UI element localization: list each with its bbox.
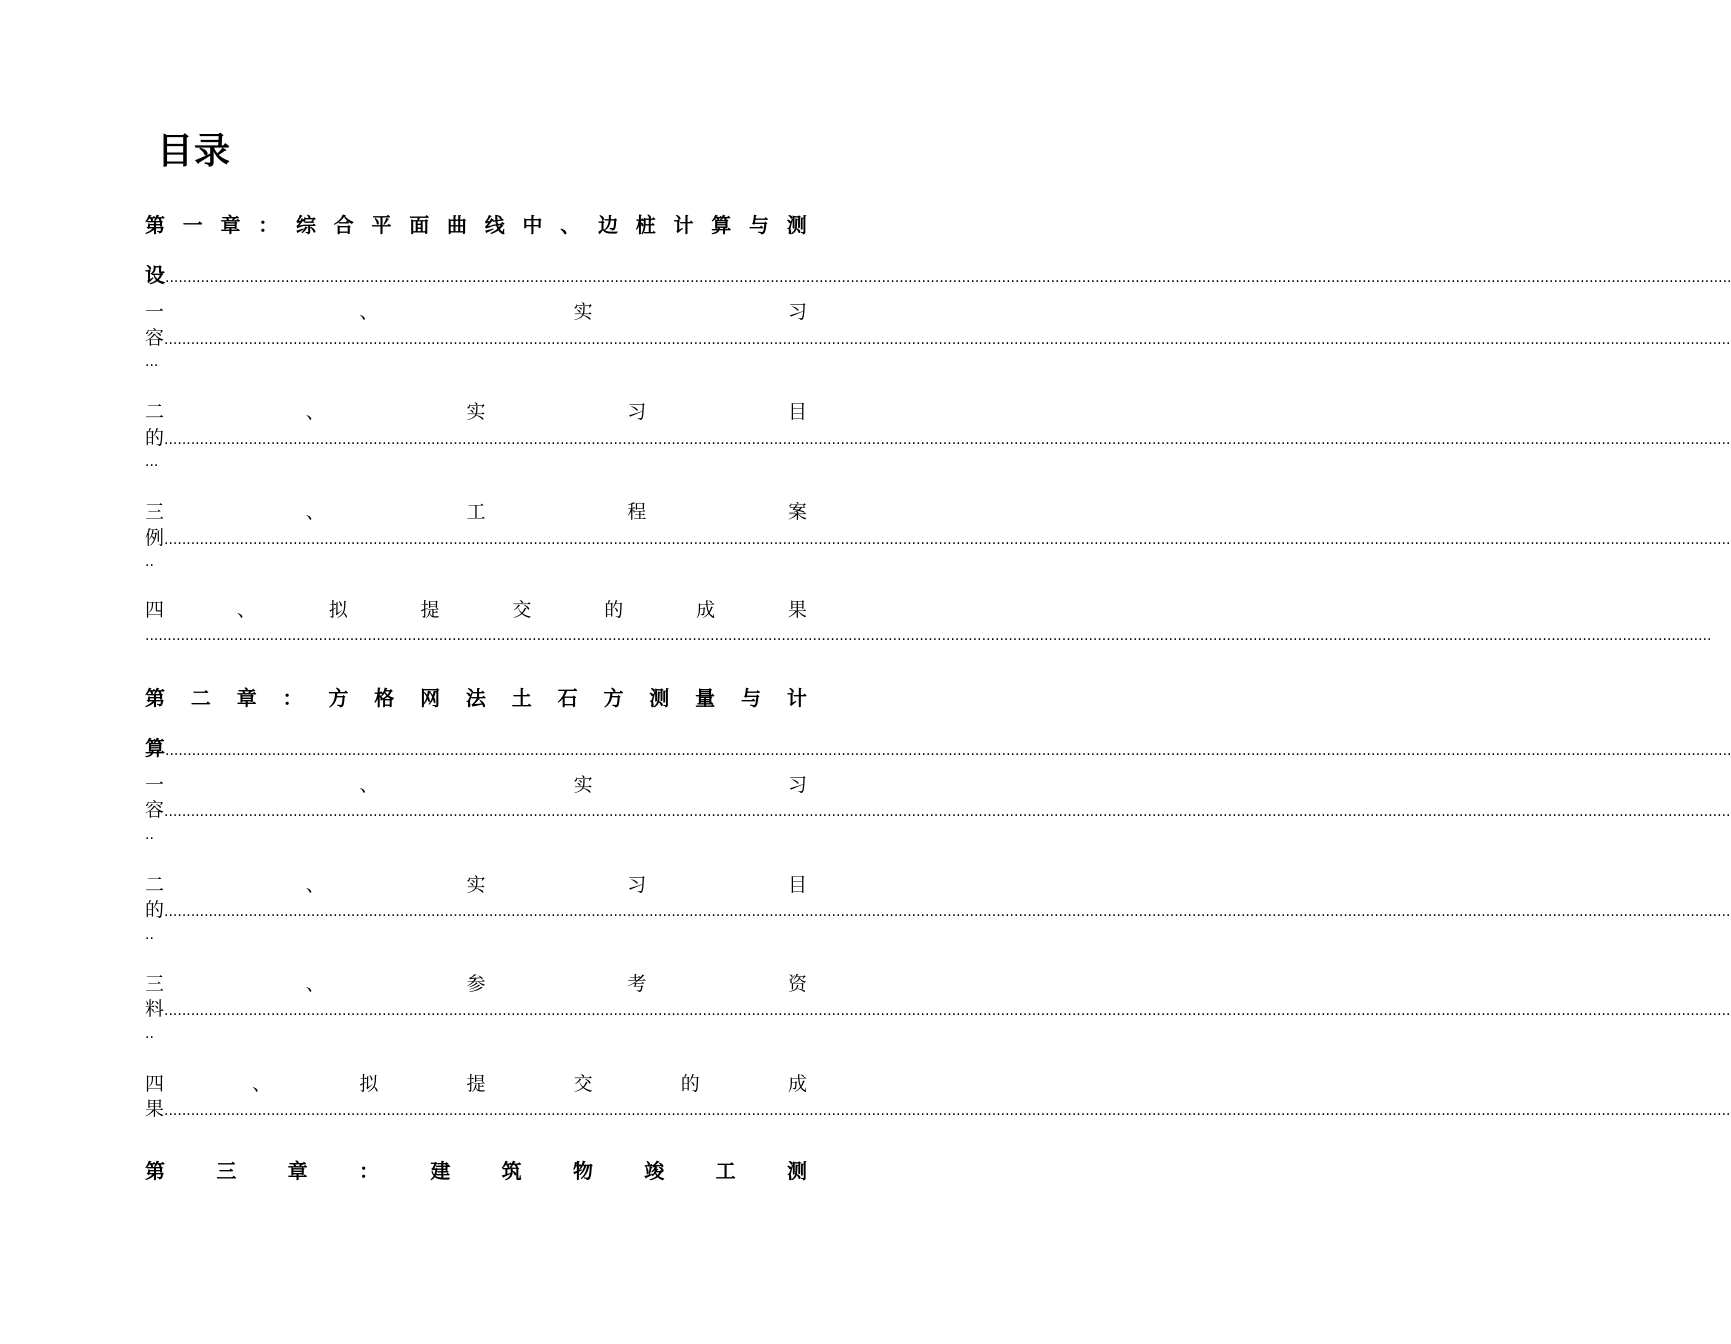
toc-char: 、 [305, 401, 325, 423]
toc-leader-dots: ................................................................................................................................................................................................................................................................................................................................................................ [145, 628, 1712, 644]
toc-char: 习 [787, 774, 807, 796]
toc-char: 案 [787, 501, 807, 523]
toc-char: 平 [371, 213, 392, 237]
toc-char: 目 [787, 401, 807, 423]
toc-char: 程 [627, 501, 647, 523]
toc-char: 方 [603, 686, 624, 710]
toc-leader-tail: .. [145, 554, 154, 570]
toc-chapter-2-line[interactable] [145, 736, 1731, 760]
toc-char: 目 [787, 874, 807, 896]
toc-char: 测 [649, 686, 670, 710]
toc-char: 交 [512, 599, 532, 621]
toc-char: 二 [190, 686, 211, 710]
toc-char: 三 [145, 973, 165, 995]
toc-ch2-item-1-leader[interactable] [145, 798, 1731, 822]
toc-entry-last-char: 容 [145, 799, 165, 821]
toc-char: ： [282, 686, 303, 710]
toc-ch1-item-4-leader[interactable] [145, 622, 1712, 646]
toc-char: 、 [252, 1073, 272, 1095]
toc-char: 测 [786, 1159, 807, 1183]
toc-char: 、 [359, 301, 379, 323]
toc-leader-tail: ... [145, 354, 159, 370]
toc-leader-dots: ................................................................................................................................................................................................................................................................................................................................................................ [164, 904, 1731, 920]
toc-ch1-item-4[interactable] [145, 598, 807, 622]
toc-char: 计 [673, 213, 694, 237]
toc-char: 线 [484, 213, 505, 237]
toc-char: 法 [465, 686, 486, 710]
toc-entry-last-char: 算 [145, 736, 165, 760]
toc-char: 章 [287, 1159, 308, 1183]
toc-entry-last-char: 容 [145, 327, 165, 349]
toc-leader-dots: ................................................................................................................................................................................................................................................................................................................................................................ [165, 743, 1731, 759]
toc-leader-tail: .. [145, 927, 154, 943]
toc-char: 四 [145, 599, 165, 621]
toc-char: 拟 [328, 599, 348, 621]
toc-ch1-item-3-leader[interactable] [145, 526, 1731, 550]
toc-ch1-item-1-leader[interactable] [145, 326, 1731, 350]
toc-ch2-item-3-leader[interactable] [145, 997, 1731, 1021]
toc-char: 一 [182, 213, 203, 237]
toc-char: 考 [627, 973, 647, 995]
toc-ch1-item-1[interactable] [145, 300, 807, 324]
toc-leader-tail: ... [145, 454, 159, 470]
toc-leader-dots: ................................................................................................................................................................................................................................................................................................................................................................ [164, 804, 1731, 820]
toc-entry-last-char: 例 [145, 527, 165, 549]
toc-ch2-item-2-leader[interactable] [145, 898, 1731, 922]
toc-char: 算 [711, 213, 732, 237]
toc-ch2-item-4[interactable] [145, 1072, 807, 1096]
toc-entry-last-char: 的 [145, 427, 165, 449]
toc-char: 面 [409, 213, 430, 237]
toc-char: 、 [560, 213, 581, 237]
toc-char: 参 [466, 973, 486, 995]
toc-char: 果 [787, 599, 807, 621]
toc-char: 交 [573, 1073, 593, 1095]
toc-entry-last-char: 设 [145, 263, 165, 287]
toc-char: 章 [236, 686, 257, 710]
toc-chapter-1-line[interactable] [145, 263, 1731, 287]
toc-char: 四 [145, 1073, 165, 1095]
toc-char: 三 [145, 501, 165, 523]
toc-char: 习 [787, 301, 807, 323]
toc-ch1-item-2-leader[interactable] [145, 426, 1731, 450]
toc-char: 三 [216, 1159, 237, 1183]
toc-char: 土 [511, 686, 532, 710]
toc-char: 提 [420, 599, 440, 621]
toc-char: 第 [145, 686, 165, 710]
toc-char: 合 [333, 213, 354, 237]
toc-char: 实 [466, 401, 486, 423]
toc-char: 第 [145, 213, 165, 237]
toc-leader-dots: ................................................................................................................................................................................................................................................................................................................................................................ [165, 270, 1731, 286]
toc-ch2-item-3[interactable] [145, 972, 807, 996]
toc-char: 成 [787, 1073, 807, 1095]
toc-char: 成 [696, 599, 716, 621]
toc-char: 实 [466, 874, 486, 896]
toc-char: 格 [374, 686, 395, 710]
toc-leader-tail: .. [145, 1026, 154, 1042]
toc-char: 实 [573, 301, 593, 323]
toc-char: 与 [749, 213, 769, 237]
toc-char: 二 [145, 874, 165, 896]
toc-char: 曲 [447, 213, 467, 237]
toc-chapter-2-heading[interactable] [145, 686, 807, 710]
toc-ch1-item-3[interactable] [145, 500, 807, 524]
toc-char: 的 [680, 1073, 700, 1095]
toc-ch2-item-4-leader[interactable] [145, 1097, 1731, 1121]
toc-leader-dots: ................................................................................................................................................................................................................................................................................................................................................................ [164, 432, 1731, 448]
toc-char: ： [358, 1159, 379, 1183]
toc-char: 计 [786, 686, 807, 710]
toc-char: 桩 [635, 213, 656, 237]
toc-char: 方 [328, 686, 349, 710]
page-title: 目录 [157, 131, 232, 172]
toc-char: 习 [627, 874, 647, 896]
toc-char: 石 [557, 686, 578, 710]
toc-char: 的 [604, 599, 624, 621]
toc-char: 物 [572, 1159, 593, 1183]
toc-char: 筑 [501, 1159, 522, 1183]
toc-char: 与 [740, 686, 761, 710]
toc-leader-tail: .. [145, 827, 154, 843]
toc-char: 建 [430, 1159, 451, 1183]
toc-leader-dots: ................................................................................................................................................................................................................................................................................................................................................................ [164, 332, 1731, 348]
toc-char: 拟 [359, 1073, 379, 1095]
toc-char: 提 [466, 1073, 486, 1095]
toc-char: 测 [786, 213, 807, 237]
toc-char: 习 [627, 401, 647, 423]
toc-leader-dots: ................................................................................................................................................................................................................................................................................................................................................................ [164, 1103, 1731, 1119]
toc-entry-last-char: 果 [145, 1098, 165, 1120]
toc-char: 、 [305, 874, 325, 896]
toc-char: 工 [466, 501, 486, 523]
toc-leader-dots: ................................................................................................................................................................................................................................................................................................................................................................ [164, 1003, 1731, 1019]
toc-chapter-3-heading[interactable] [145, 1159, 807, 1183]
toc-char: 、 [236, 599, 256, 621]
toc-char: 网 [420, 686, 441, 710]
toc-char: 工 [715, 1159, 736, 1183]
toc-char: 资 [787, 973, 807, 995]
toc-ch1-item-2[interactable] [145, 400, 807, 424]
toc-char: 、 [305, 973, 325, 995]
toc-char: 章 [220, 213, 241, 237]
toc-char: 边 [598, 213, 618, 237]
toc-chapter-1-heading[interactable] [145, 213, 807, 237]
toc-char: 、 [359, 774, 379, 796]
toc-ch2-item-1[interactable] [145, 773, 807, 797]
toc-entry-last-char: 的 [145, 899, 165, 921]
toc-char: 实 [573, 774, 593, 796]
toc-char: 竣 [644, 1159, 665, 1183]
toc-char: ： [258, 213, 279, 237]
toc-char: 、 [305, 501, 325, 523]
toc-char: 二 [145, 401, 165, 423]
toc-char: 综 [296, 213, 316, 237]
toc-char: 中 [522, 213, 543, 237]
toc-char: 一 [145, 774, 165, 796]
toc-entry-last-char: 料 [145, 998, 165, 1020]
toc-ch2-item-2[interactable] [145, 873, 807, 897]
toc-char: 第 [145, 1159, 165, 1183]
toc-char: 一 [145, 301, 165, 323]
toc-leader-dots: ................................................................................................................................................................................................................................................................................................................................................................ [164, 532, 1731, 548]
toc-char: 量 [695, 686, 716, 710]
